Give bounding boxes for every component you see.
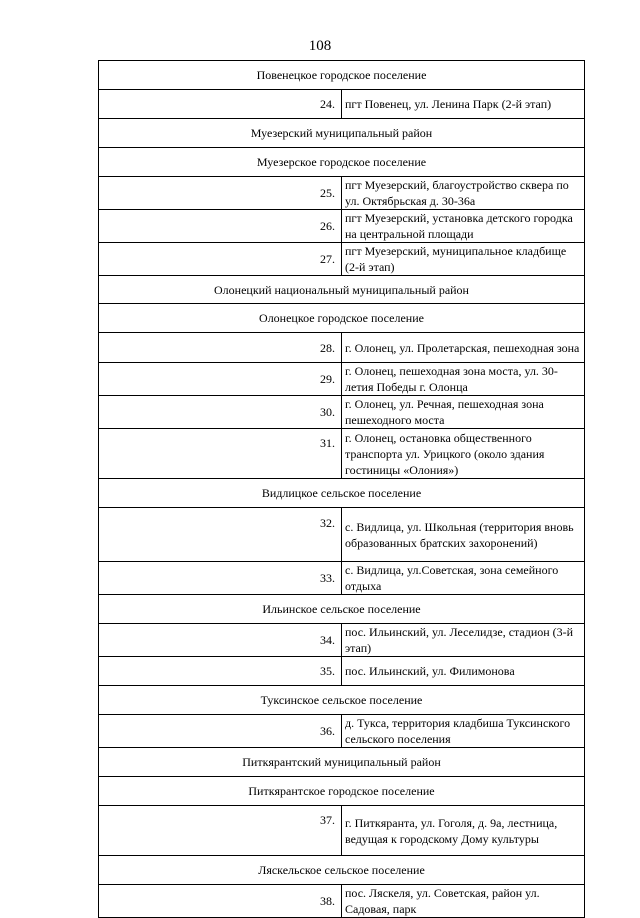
section-header-row xyxy=(99,148,585,177)
row-text: пос. Ильинский, ул. Филимонова xyxy=(342,657,585,686)
projects-table xyxy=(98,60,585,918)
row-text: пгт Муезерский, благоустройство сквера по ул. Октябрьская д. 30-36а xyxy=(342,177,585,210)
row-number: 35. xyxy=(99,657,342,686)
section-header-row xyxy=(99,777,585,806)
section-header-row xyxy=(99,856,585,885)
table-row xyxy=(99,885,585,918)
row-text: пгт Муезерский, муниципальное кладбище (2-й этап) xyxy=(342,243,585,276)
district-header: Питкярантский муниципальный район xyxy=(99,748,585,777)
table-row xyxy=(99,243,585,276)
row-text: д. Тукса, территория кладбиша Туксинского сельского поселения xyxy=(342,715,585,748)
row-number: 28. xyxy=(99,333,342,363)
district-header-row xyxy=(99,748,585,777)
row-text: пгт Муезерский, установка детского городка на центральной площади xyxy=(342,210,585,243)
table-row xyxy=(99,333,585,363)
row-number: 37. xyxy=(99,806,342,856)
table-row xyxy=(99,806,585,856)
row-number: 32. xyxy=(99,508,342,562)
row-number: 26. xyxy=(99,210,342,243)
table-row xyxy=(99,210,585,243)
section-header: Ляскельское сельское поселение xyxy=(99,856,585,885)
row-text: г. Олонец, остановка общественного транспорта ул. Урицкого (около здания гостиницы «Олония») xyxy=(342,429,585,479)
table-row xyxy=(99,624,585,657)
district-header-row xyxy=(99,276,585,304)
table-row xyxy=(99,90,585,119)
district-header: Муезерский муниципальный район xyxy=(99,119,585,148)
row-text: г. Олонец, ул. Речная, пешеходная зона пешеходного моста xyxy=(342,396,585,429)
row-number: 34. xyxy=(99,624,342,657)
row-text: с. Видлица, ул. Школьная (территория вновь образованных братских захоронений) xyxy=(342,508,585,562)
row-number: 27. xyxy=(99,243,342,276)
row-text: пос. Ляскеля, ул. Советская, район ул. Садовая, парк xyxy=(342,885,585,918)
section-header: Питкярантское городское поселение xyxy=(99,777,585,806)
section-header-row xyxy=(99,61,585,90)
row-number: 29. xyxy=(99,363,342,396)
row-number: 30. xyxy=(99,396,342,429)
row-text: г. Олонец, ул. Пролетарская, пешеходная зона xyxy=(342,333,585,363)
section-header-row xyxy=(99,686,585,715)
section-header: Видлицкое сельское поселение xyxy=(99,479,585,508)
table-row xyxy=(99,177,585,210)
row-number: 36. xyxy=(99,715,342,748)
row-number: 33. xyxy=(99,562,342,595)
row-text: г. Питкяранта, ул. Гоголя, д. 9а, лестница, ведущая к городскому Дому культуры xyxy=(342,806,585,856)
section-header: Повенецкое городское поселение xyxy=(99,61,585,90)
row-text: пос. Ильинский, ул. Леселидзе, стадион (3-й этап) xyxy=(342,624,585,657)
table-row xyxy=(99,715,585,748)
row-number: 31. xyxy=(99,429,342,479)
table-row xyxy=(99,429,585,479)
section-header: Муезерское городское поселение xyxy=(99,148,585,177)
district-header: Олонецкий национальный муниципальный район xyxy=(99,276,585,304)
table-row xyxy=(99,508,585,562)
row-text: пгт Повенец, ул. Ленина Парк (2-й этап) xyxy=(342,90,585,119)
section-header-row xyxy=(99,595,585,624)
section-header: Ильинское сельское поселение xyxy=(99,595,585,624)
row-number: 38. xyxy=(99,885,342,918)
table-row xyxy=(99,396,585,429)
district-header-row xyxy=(99,119,585,148)
page-number: 108 xyxy=(308,38,332,54)
row-text: с. Видлица, ул.Советская, зона семейного отдыха xyxy=(342,562,585,595)
row-number: 25. xyxy=(99,177,342,210)
section-header: Туксинское сельское поселение xyxy=(99,686,585,715)
row-text: г. Олонец, пешеходная зона моста, ул. 30-летия Победы г. Олонца xyxy=(342,363,585,396)
table-row xyxy=(99,657,585,686)
table-row xyxy=(99,562,585,595)
section-header-row xyxy=(99,479,585,508)
section-header: Олонецкое городское поселение xyxy=(99,304,585,333)
table-row xyxy=(99,363,585,396)
row-number: 24. xyxy=(99,90,342,119)
section-header-row xyxy=(99,304,585,333)
